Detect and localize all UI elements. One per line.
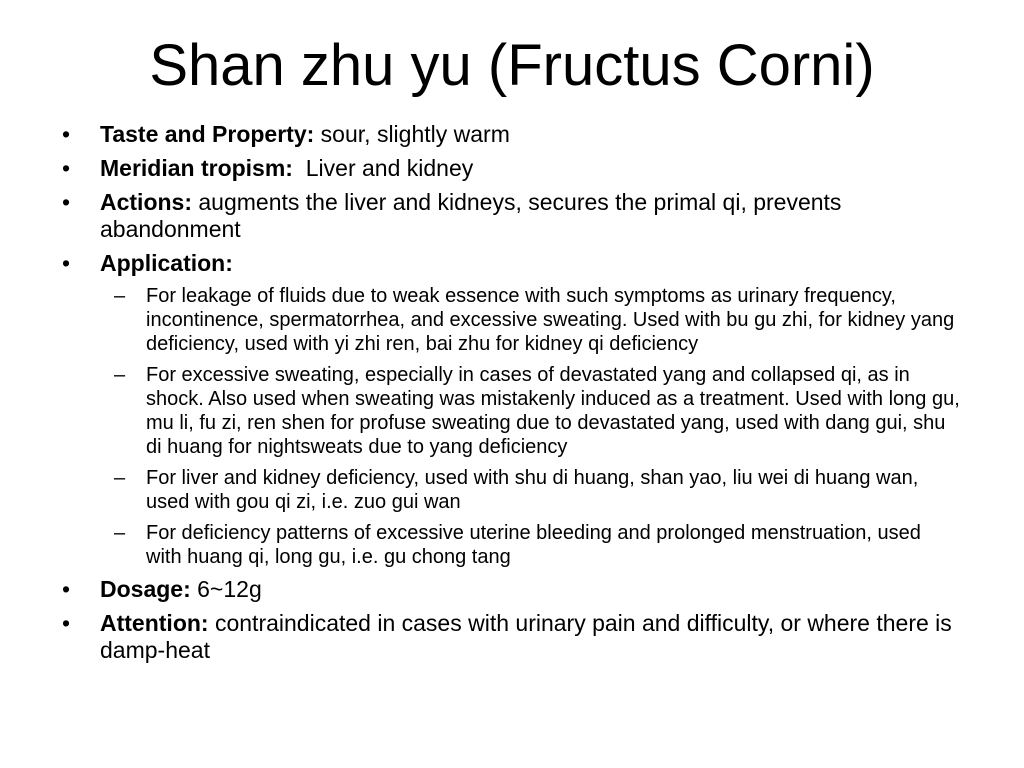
bullet-label: Actions:: [100, 189, 192, 215]
sub-marker: –: [114, 467, 126, 489]
bullet-text: Liver and kidney: [292, 155, 474, 181]
bullet-marker: •: [62, 189, 71, 215]
bullet-text: sour, slightly warm: [314, 121, 510, 147]
sub-marker: –: [114, 285, 126, 307]
application-sublist: [62, 284, 962, 569]
bullet-marker: •: [62, 155, 71, 181]
bullet-attention: [62, 610, 962, 664]
sub-item-text: For excessive sweating, especially in cases of devastated yang and collapsed qi, as in shock. Also used when sweating was mistakenly induced as a treatment. Used with long gu, mu li, fu zi, ren shen for profuse sweating due to devastated yang, used with dang gui, shu di huang for nightsweats due to yang deficiency: [146, 364, 960, 458]
bullet-meridian-tropism: [62, 155, 962, 182]
bullet-label: Dosage:: [100, 576, 191, 602]
bullet-label: Meridian tropism:: [100, 155, 293, 181]
slide-title: Shan zhu yu (Fructus Corni): [149, 33, 875, 98]
bullet-dosage: [62, 576, 962, 603]
sub-item-liver-kidney-deficiency: [100, 466, 962, 514]
sub-marker: –: [114, 522, 126, 544]
sub-item-text: For deficiency patterns of excessive uterine bleeding and prolonged menstruation, used with huang qi, long gu, i.e. gu chong tang: [146, 522, 921, 568]
sub-item-uterine-bleeding: [100, 521, 962, 569]
sub-item-excessive-sweating: [100, 363, 962, 459]
sub-item-text: For leakage of fluids due to weak essence with such symptoms as urinary frequency, incontinence, spermatorrhea, and excessive sweating. Used with bu gu zhi, for kidney yang deficiency, used with yi zhi ren, bai zhu for kidney qi deficiency: [146, 285, 955, 355]
bullet-label: Taste and Property:: [100, 121, 315, 147]
sub-marker: –: [114, 364, 126, 386]
bullet-application: [62, 250, 962, 277]
bullet-label: Application:: [100, 250, 233, 276]
bullet-text: contraindicated in cases with urinary pain and difficulty, or where there is damp-heat: [100, 610, 952, 663]
bullet-actions: [62, 189, 962, 243]
bullet-marker: •: [62, 250, 71, 276]
bullet-marker: •: [62, 576, 71, 602]
bullet-list: [62, 121, 962, 671]
bullet-marker: •: [62, 610, 71, 636]
sub-item-text: For liver and kidney deficiency, used with shu di huang, shan yao, liu wei di huang wan, used with gou qi zi, i.e. zuo gui wan: [146, 467, 919, 513]
bullet-taste-property: [62, 121, 962, 148]
bullet-text: augments the liver and kidneys, secures the primal qi, prevents abandonment: [100, 189, 842, 242]
bullet-text: 6~12g: [190, 576, 262, 602]
bullet-label: Attention:: [100, 610, 209, 636]
bullet-marker: •: [62, 121, 71, 147]
sub-item-leakage-of-fluids: [100, 284, 962, 356]
